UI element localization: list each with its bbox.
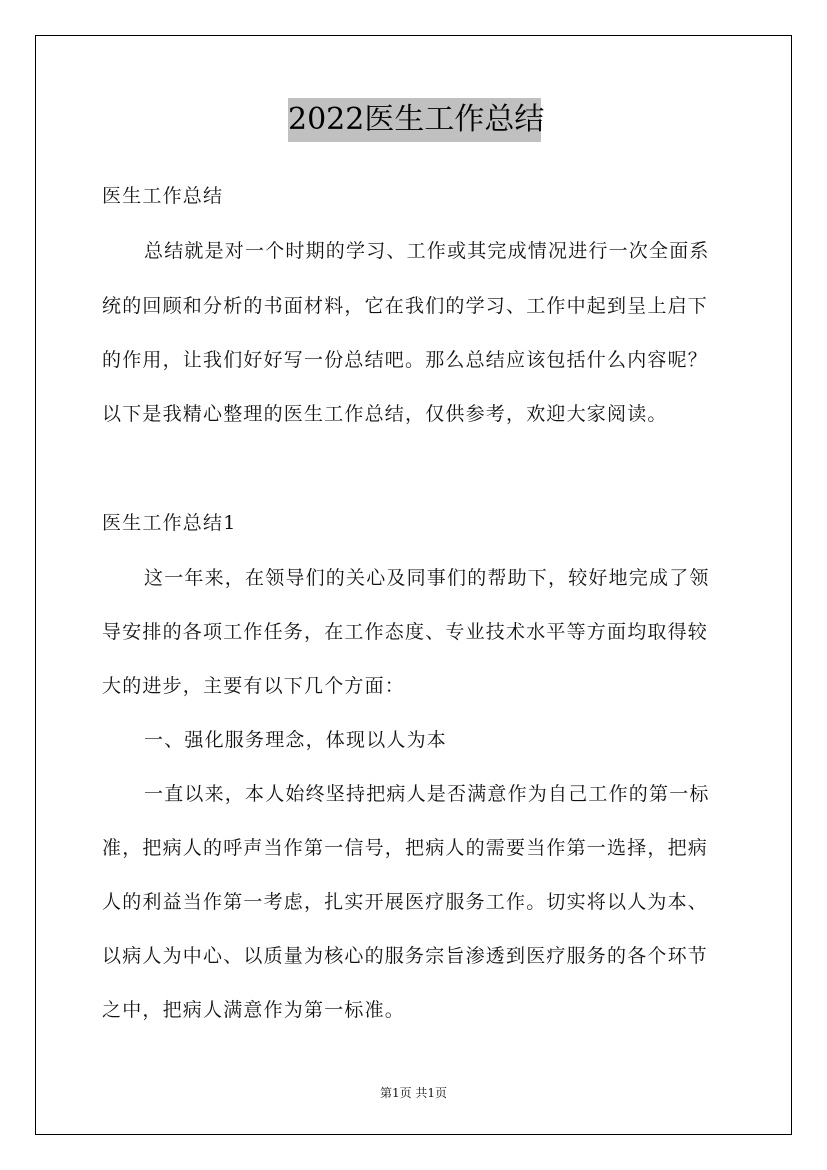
- section1-line: 导安排的各项工作任务，在工作态度、专业技术水平等方面均取得较: [102, 621, 709, 643]
- intro-line: 总结就是对一个时期的学习、工作或其完成情况进行一次全面系: [144, 240, 710, 262]
- intro-line: 的作用，让我们好好写一份总结吧。那么总结应该包括什么内容呢？: [102, 349, 709, 371]
- page-footer: 第1页 共1页: [379, 1086, 448, 1100]
- intro-line: 以下是我精心整理的医生工作总结，仅供参考，欢迎大家阅读。: [102, 403, 668, 425]
- section1-line: 人的利益当作第一考虑，扎实开展医疗服务工作。切实将以人为本、: [102, 891, 709, 913]
- intro-line: 统的回顾和分析的书面材料，它在我们的学习、工作中起到呈上启下: [102, 295, 709, 317]
- section1-heading: 医生工作总结1: [102, 512, 237, 534]
- section1-line: 大的进步，主要有以下几个方面：: [102, 675, 406, 697]
- section1-line: 准，把病人的呼声当作第一信号，把病人的需要当作第一选择，把病: [102, 837, 709, 859]
- subheading-service: 一、强化服务理念，体现以人为本: [144, 729, 448, 751]
- section1-line: 这一年来，在领导们的关心及同事们的帮助下，较好地完成了领: [144, 567, 710, 589]
- document-title: 2022医生工作总结: [288, 98, 541, 142]
- intro-heading: 医生工作总结: [102, 185, 224, 207]
- section1-line: 一直以来，本人始终坚持把病人是否满意作为自己工作的第一标: [144, 783, 710, 805]
- section1-line: 之中，把病人满意作为第一标准。: [102, 999, 406, 1021]
- section1-line: 以病人为中心、以质量为核心的服务宗旨渗透到医疗服务的各个环节: [102, 945, 709, 967]
